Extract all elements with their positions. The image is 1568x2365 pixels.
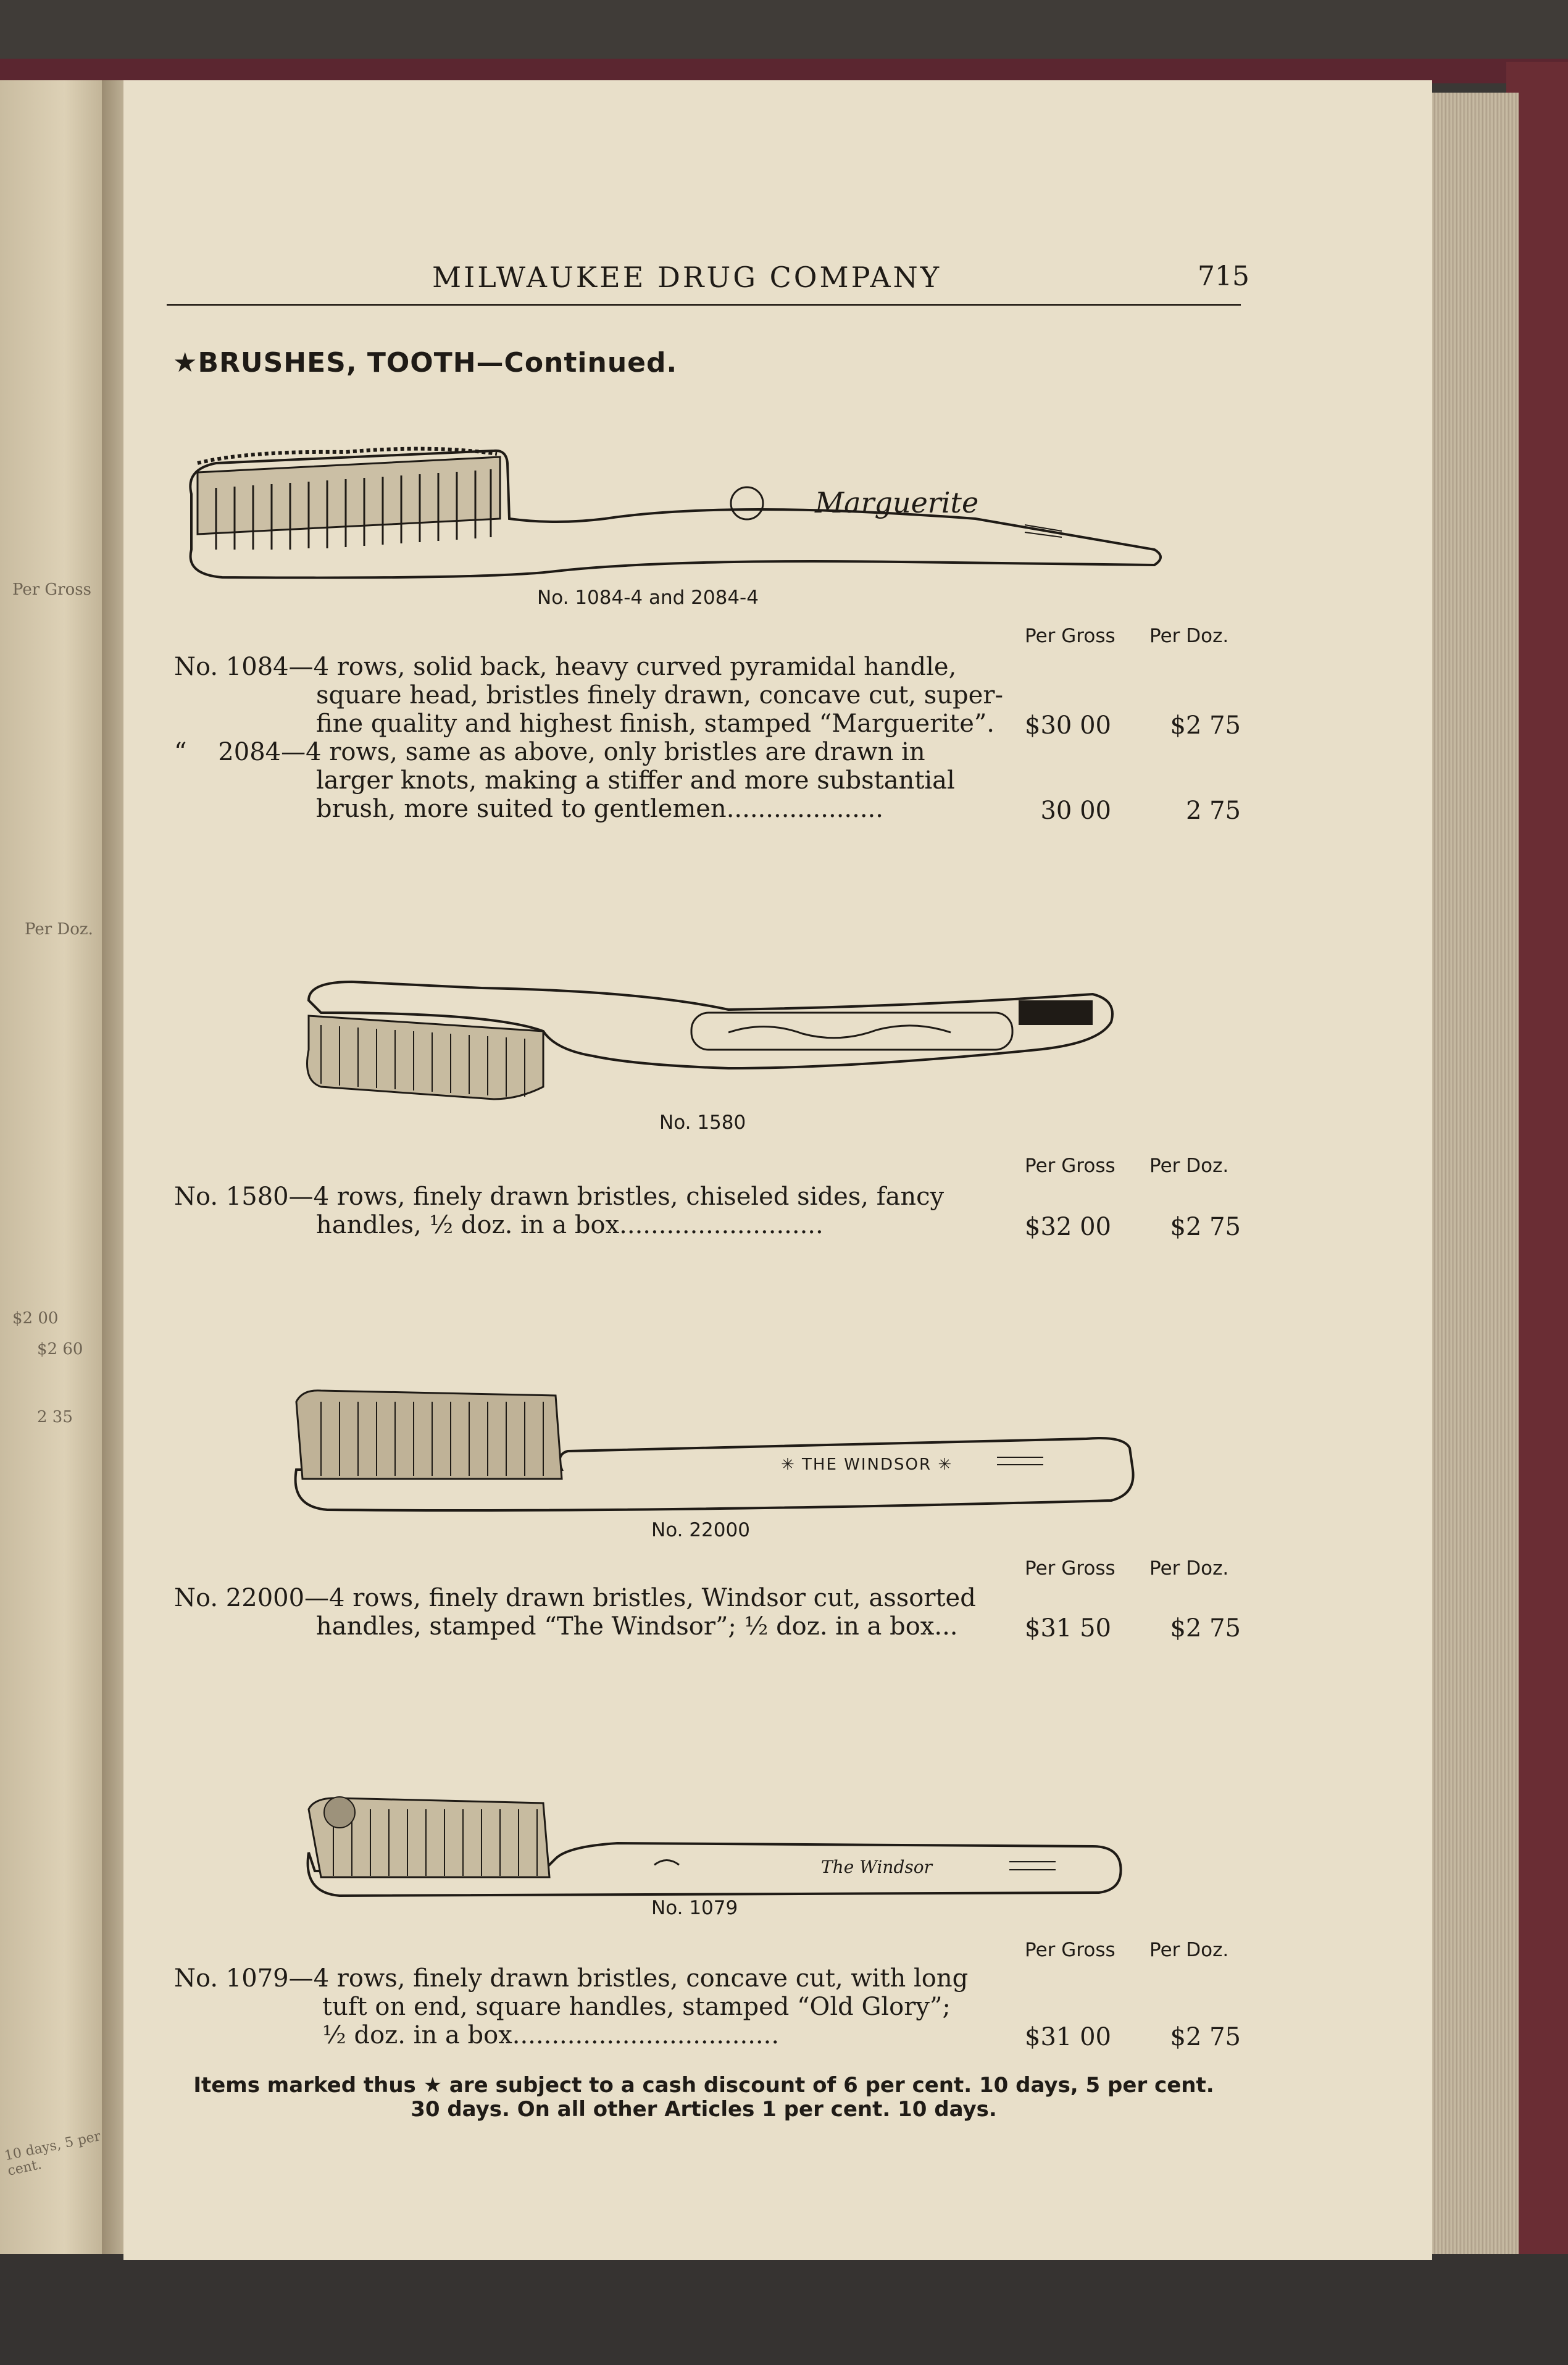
toothbrush-1079-illustration: [296, 1785, 1124, 1902]
column-head-per-doz: Per Doz.: [1149, 1939, 1229, 1961]
running-head: MILWAUKEE DRUG COMPANY: [432, 261, 942, 294]
product-description-line: brush, more suited to gentlemen....................: [316, 795, 883, 823]
product-description-line: No. 1079—4 rows, finely drawn bristles, concave cut, with long: [174, 1964, 969, 1993]
product-description-line: handles, stamped “The Windsor”; ½ doz. in a box...: [316, 1612, 958, 1641]
facing-page-fragment: $2 00: [12, 1309, 59, 1328]
column-head-per-gross: Per Gross: [1025, 1557, 1116, 1580]
footnote-line: Items marked thus ★ are subject to a cash discount of 6 per cent. 10 days, 5 per cent.: [193, 2073, 1214, 2098]
toothbrush-1084-illustration: [173, 426, 1247, 587]
footnote-line: 30 days. On all other Articles 1 per cent. 10 days.: [411, 2097, 997, 2122]
illustration-caption: No. 1580: [659, 1111, 746, 1134]
price-per-doz: $2 75: [1170, 711, 1241, 740]
catalog-page: [123, 80, 1432, 2260]
facing-page: [0, 80, 117, 2260]
price-per-doz: $2 75: [1170, 1213, 1241, 1241]
facing-page-fragment: Per Doz.: [25, 920, 93, 939]
column-head-per-doz: Per Doz.: [1149, 1155, 1229, 1177]
product-description-line: No. 1580—4 rows, finely drawn bristles, chiseled sides, fancy: [174, 1182, 945, 1211]
price-per-gross: $31 50: [1025, 1614, 1111, 1643]
product-description-line: tuft on end, square handles, stamped “Old Glory”;: [322, 1993, 951, 2021]
product-description-line: larger knots, making a stiffer and more substantial: [316, 766, 955, 795]
scan-background-bottom: [0, 2254, 1568, 2365]
handle-stamp-windsor: ✳ THE WINDSOR ✳: [781, 1455, 953, 1474]
column-head-per-gross: Per Gross: [1025, 1939, 1116, 1961]
toothbrush-22000-illustration: [284, 1377, 1148, 1519]
product-description-line: “ 2084—4 rows, same as above, only bristles are drawn in: [174, 738, 925, 766]
price-per-doz: $2 75: [1170, 1614, 1241, 1643]
handle-stamp-marguerite: Marguerite: [815, 486, 979, 519]
column-head-per-gross: Per Gross: [1025, 1155, 1116, 1177]
page-number: 715: [1198, 261, 1249, 292]
page-edges: [1420, 93, 1519, 2254]
price-per-doz: $2 75: [1170, 2023, 1241, 2051]
illustration-caption: No. 1079: [651, 1897, 738, 1919]
product-description-line: square head, bristles finely drawn, concave cut, super-: [316, 681, 1003, 710]
product-description-line: No. 1084—4 rows, solid back, heavy curved pyramidal handle,: [174, 653, 957, 681]
facing-page-fragment: $2 60: [37, 1340, 83, 1358]
facing-page-fragment: 2 35: [37, 1408, 73, 1426]
product-description-line: ½ doz. in a box..................................: [322, 2021, 780, 2049]
facing-page-fragment: Per Gross: [12, 580, 91, 599]
price-per-gross: 30 00: [1040, 797, 1111, 825]
illustration-caption: No. 22000: [651, 1519, 750, 1541]
product-description-line: handles, ½ doz. in a box..........................: [316, 1211, 824, 1239]
price-per-gross: $30 00: [1025, 711, 1111, 740]
price-per-gross: $32 00: [1025, 1213, 1111, 1241]
toothbrush-1580-illustration: [296, 976, 1124, 1118]
book-binding: [0, 59, 1568, 83]
product-description-line: fine quality and highest finish, stamped “Marguerite”.: [316, 710, 995, 738]
section-heading: ★BRUSHES, TOOTH—Continued.: [173, 347, 678, 379]
price-per-doz: 2 75: [1185, 797, 1241, 825]
column-head-per-gross: Per Gross: [1025, 625, 1116, 647]
column-head-per-doz: Per Doz.: [1149, 625, 1229, 647]
facing-page-fragment: 10 days, 5 per cent.: [3, 2128, 102, 2179]
header-rule: [167, 304, 1241, 306]
illustration-caption: No. 1084-4 and 2084-4: [537, 587, 759, 609]
product-description-line: No. 22000—4 rows, finely drawn bristles, Windsor cut, assorted: [174, 1584, 976, 1612]
discount-footnote: [167, 2074, 1241, 2122]
handle-stamp-windsor-1079: The Windsor: [821, 1857, 932, 1877]
price-per-gross: $31 00: [1025, 2023, 1111, 2051]
column-head-per-doz: Per Doz.: [1149, 1557, 1229, 1580]
